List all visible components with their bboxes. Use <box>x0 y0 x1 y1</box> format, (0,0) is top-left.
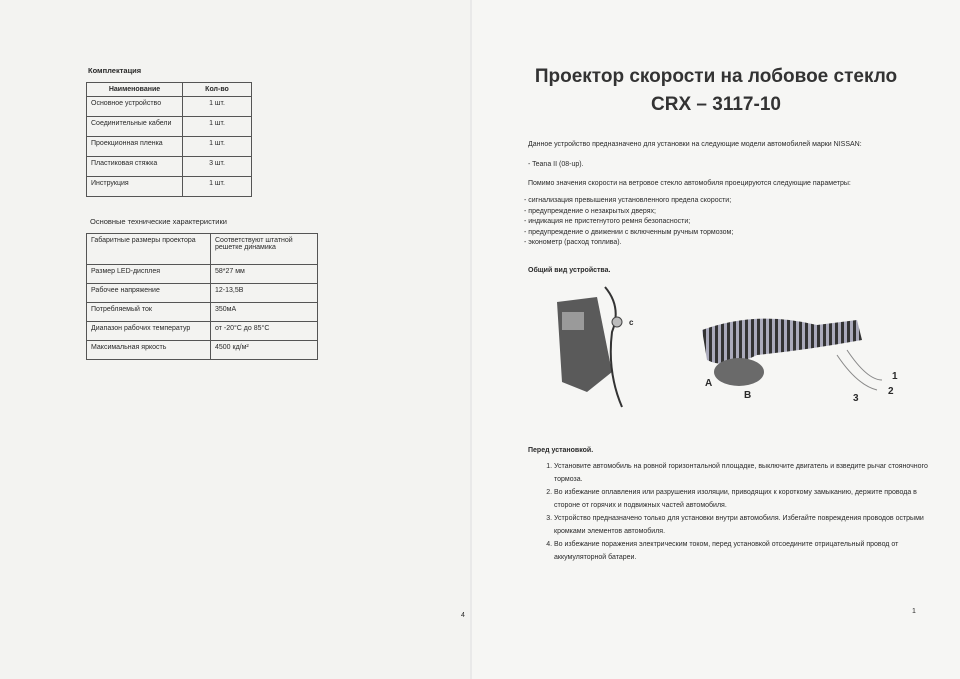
list-item: - сигнализация превышения установленного предела скорости; <box>524 197 732 204</box>
table-row <box>87 265 318 284</box>
page-number-right: 1 <box>912 608 916 615</box>
cell: 3 шт. <box>183 157 252 177</box>
cell: Диапазон рабочих температур <box>87 322 211 341</box>
cell: 1 шт. <box>183 97 252 117</box>
table-row <box>87 284 318 303</box>
cables-photo <box>697 310 887 400</box>
cell: Потребляемый ток <box>87 303 211 322</box>
view-title: Общий вид устройства. <box>528 267 611 274</box>
cell: 58*27 мм <box>211 265 318 284</box>
cell: Соответствуют штатной решетке динамика <box>211 234 318 265</box>
label-a: A <box>705 378 713 389</box>
device-photo <box>527 282 647 412</box>
label-1: 1 <box>892 371 898 382</box>
list-item: 4. Во избежание поражения электрическим током, перед установкой отсоедините отрицательный провод от аккумуляторной батареи. <box>554 539 934 564</box>
kit-title: Комплектация <box>88 66 142 75</box>
doc-model: CRX – 3117-10 <box>651 94 781 115</box>
cell: 1 шт. <box>183 117 252 137</box>
list-item: - предупреждение о незакрытых дверях; <box>524 207 656 215</box>
cell: Размер LED-дисплея <box>87 265 211 284</box>
kit-header-name: Наименование <box>87 83 183 97</box>
left-page <box>0 0 470 679</box>
steps-list <box>540 461 934 565</box>
table-row <box>87 117 252 137</box>
table-row <box>87 234 318 265</box>
table-row <box>87 177 252 197</box>
cell: 1 шт. <box>183 177 252 197</box>
label-c: c <box>629 318 634 327</box>
page-number-left: 4 <box>461 612 465 619</box>
table-row <box>87 303 318 322</box>
label-b: B <box>744 390 752 401</box>
cell: 12-13,5В <box>211 284 318 303</box>
doc-title: Проектор скорости на лобовое стекло <box>534 66 898 87</box>
table-row <box>87 341 318 360</box>
params-intro: Помимо значения скорости на ветровое стекло автомобиля проецируются следующие параметры: <box>528 180 851 187</box>
list-item: 3. Устройство предназначено только для установки внутри автомобиля. Избегайте повреждения проводов острыми кромками элементов автомобиля. <box>554 513 934 538</box>
spec-title: Основные технические характеристики <box>90 217 227 226</box>
list-item: 1. Установите автомобиль на ровной горизонтальной площадке, выключите двигатель и взведите рычаг стояночного тормоза. <box>554 461 934 486</box>
list-item: - индикация не пристегнутого ремня безопасности; <box>524 218 691 225</box>
table-row <box>87 137 252 157</box>
cell: 1 шт. <box>183 137 252 157</box>
spec-table <box>86 233 318 360</box>
label-3: 3 <box>853 393 859 404</box>
table-row <box>87 157 252 177</box>
right-page <box>472 0 960 679</box>
params-list <box>524 196 733 249</box>
table-row <box>87 97 252 117</box>
kit-table <box>86 82 252 197</box>
label-2: 2 <box>888 386 894 397</box>
table-row <box>87 322 318 341</box>
list-item: - предупреждение о движении с включенным ручным тормозом; <box>524 228 734 236</box>
cell: Рабочее напряжение <box>87 284 211 303</box>
cell: Основное устройство <box>87 97 183 117</box>
cell: Соединительные кабели <box>87 117 183 137</box>
before-title: Перед установкой. <box>528 447 594 454</box>
list-item: - эконометр (расход топлива). <box>524 239 622 246</box>
car-model: - Teana II (08-up). <box>528 161 584 168</box>
cell: Габаритные размеры проектора <box>87 234 211 265</box>
cell: Проекционная пленка <box>87 137 183 157</box>
kit-header-qty: Кол-во <box>183 83 252 97</box>
cell: от -20°С до 85°С <box>211 322 318 341</box>
cell: Максимальная яркость <box>87 341 211 360</box>
cell: 350мА <box>211 303 318 322</box>
list-item: 2. Во избежание оплавления или разрушения изоляции, приводящих к короткому замыканию, держите провода в стороне от горячих и подвижных частей автомобиля. <box>554 487 934 512</box>
cell: Пластиковая стяжка <box>87 157 183 177</box>
cell: 4500 кд/м² <box>211 341 318 360</box>
intro-text: Данное устройство предназначено для установки на следующие модели автомобилей марки NISSAN: <box>528 141 862 148</box>
cell: Инструкция <box>87 177 183 197</box>
